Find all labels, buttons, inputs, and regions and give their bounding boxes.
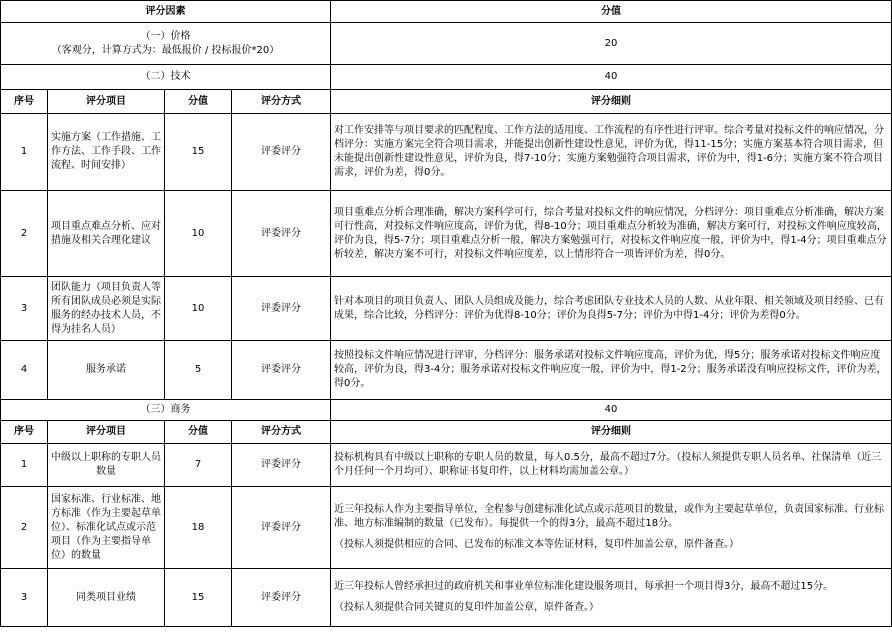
col-item: 评分项目 [48, 421, 165, 444]
row-method: 评委评分 [232, 277, 331, 341]
col-method: 评分方式 [232, 90, 331, 114]
business-column-header [1, 421, 892, 444]
header-score: 分值 [331, 1, 892, 23]
row-no: 3 [1, 277, 48, 341]
row-method: 评委评分 [232, 191, 331, 277]
row-score: 5 [165, 341, 232, 400]
row-no: 1 [1, 444, 48, 487]
price-formula: （客观分，计算方式为：最低报价 / 投标报价*20） [51, 44, 280, 56]
row-detail-note: （投标人须提供合同关键页的复印件加盖公章，原件备查。） [334, 602, 599, 613]
row-method: 评委评分 [232, 444, 331, 487]
row-detail-text: 近三年投标人作为主要指导单位，全程参与创建标准化试点或示范项目的数量，或作为主要起草单位，负责国家标准、行业标准、地方标准编制的数量（已发布）。每提供一个的得3分，最高不超过18分。 [334, 504, 884, 529]
row-score: 15 [165, 569, 232, 627]
table-row [1, 191, 892, 277]
row-detail-text: 近三年投标人曾经承担过的政府机关和事业单位标准化建设服务项目，每承担一个项目得3分，最高不超过15分。 [334, 581, 834, 592]
row-score: 15 [165, 114, 232, 191]
row-detail: 针对本项目的项目负责人、团队人员组成及能力，综合考虑团队专业技术人员的人数、从业年限、相关领域及项目经验、已有成果，综合比较，分档评分：评价为优得8-10分；评价为良得5-7分；评价为中得1-4分；评价为差得0分。 [331, 277, 892, 341]
row-method: 评委评分 [232, 487, 331, 569]
technical-score: 40 [331, 65, 892, 90]
row-item: 服务承诺 [48, 341, 165, 400]
row-no: 2 [1, 487, 48, 569]
col-no: 序号 [1, 90, 48, 114]
business-section-row [1, 400, 892, 421]
table-row [1, 487, 892, 569]
technical-column-header [1, 90, 892, 114]
table-row [1, 341, 892, 400]
col-method: 评分方式 [232, 421, 331, 444]
row-method: 评委评分 [232, 569, 331, 627]
row-item: 国家标准、行业标准、地方标准（作为主要起草单位）、标准化试点或示范项目（作为主要指导单位）的数量 [48, 487, 165, 569]
row-detail: 对工作安排等与项目要求的匹配程度、工作方法的适用度、工作流程的有序性进行评审。综合考量对投标文件的响应情况，分档评分：实施方案完全符合项目需求，并能提出创新性建设性意见，评价为优，得11-15分；实施方案基本符合项目需求，但未能提出创新性建设性意见，评价为良，得7-10分；实施方案勉强符合项目需求，评价为中，得1-6分；实施方案不符合项目需求，评价为差，得0分。 [331, 114, 892, 191]
row-detail: 项目重难点分析合理准确，解决方案科学可行，综合考量对投标文件的响应情况，分档评分：项目重难点分析准确，解决方案可行性高，对投标文件响应度高，评价为优，得8-10分；项目重难点分析较为准确，解决方案可行，对投标文件响应度较高，评价为良，得5-7分；项目重难点分析一般，解决方案勉强可行，对投标文件响应度一般，评价为中，得1-4分；项目重难点分析较差，解决方案不可行，对投标文件响应度差，以上情形符合一项皆评价为差，得0分。 [331, 191, 892, 277]
row-no: 3 [1, 569, 48, 627]
row-item: 同类项目业绩 [48, 569, 165, 627]
row-item: 团队能力（项目负责人等所有团队成员必须是实际服务的经办技术人员，不得为挂名人员） [48, 277, 165, 341]
row-detail: 按照投标文件响应情况进行评审，分档评分：服务承诺对投标文件响应度高，评价为优，得5分；服务承诺对投标文件响应度较高，评价为良，得3-4分；服务承诺对投标文件响应度一般，评价为中，得1-2分；服务承诺没有响应投标文件，评价为差，得0分。 [331, 341, 892, 400]
header-factor: 评分因素 [1, 1, 331, 23]
table-row [1, 277, 892, 341]
row-score: 7 [165, 444, 232, 487]
row-detail [331, 569, 892, 627]
row-method: 评委评分 [232, 114, 331, 191]
row-detail-note: （投标人须提供相应的合同、已发布的标准文本等佐证材料，复印件加盖公章，原件备查。） [334, 539, 739, 550]
row-detail [331, 487, 892, 569]
row-detail: 投标机构具有中级以上职称的专职人员的数量，每人0.5分，最高不超过7分。（投标人须提供专职人员名单、社保清单（近三个月任何一个月均可）、职称证书复印件，以上材料均需加盖公章。） [331, 444, 892, 487]
business-score: 40 [331, 400, 892, 421]
table-row [1, 444, 892, 487]
table-row [1, 569, 892, 627]
col-score: 分值 [165, 90, 232, 114]
price-row [1, 23, 892, 65]
row-item: 中级以上职称的专职人员数量 [48, 444, 165, 487]
row-no: 1 [1, 114, 48, 191]
col-score: 分值 [165, 421, 232, 444]
row-no: 4 [1, 341, 48, 400]
row-score: 10 [165, 277, 232, 341]
table-row [1, 114, 892, 191]
technical-title: （二）技术 [1, 65, 331, 90]
price-score: 20 [331, 23, 892, 65]
row-score: 18 [165, 487, 232, 569]
col-no: 序号 [1, 421, 48, 444]
row-score: 10 [165, 191, 232, 277]
col-detail: 评分细则 [331, 421, 892, 444]
row-item: 项目重点难点分析、应对措施及相关合理化建议 [48, 191, 165, 277]
col-item: 评分项目 [48, 90, 165, 114]
price-label [1, 23, 331, 65]
row-no: 2 [1, 191, 48, 277]
col-detail: 评分细则 [331, 90, 892, 114]
row-method: 评委评分 [232, 341, 331, 400]
row-item: 实施方案（工作措施、工作方法、工作手段、工作流程、时间安排） [48, 114, 165, 191]
technical-section-row [1, 65, 892, 90]
business-title: （三）商务 [1, 400, 331, 421]
price-title: （一）价格 [140, 30, 191, 42]
header-row [1, 1, 892, 23]
